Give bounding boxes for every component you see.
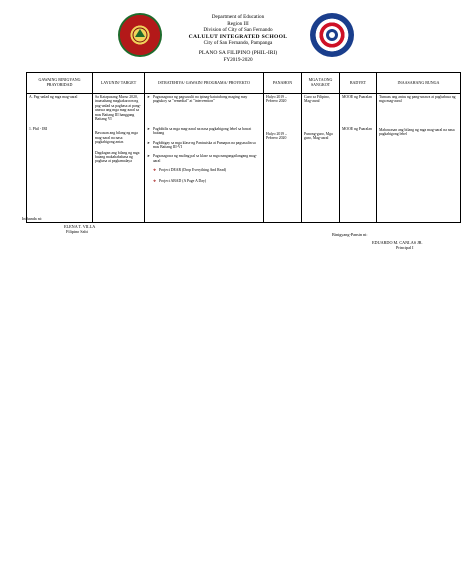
project-icon: ❖ <box>153 178 157 183</box>
priority-item-a: A. Pag-unlad ng mga mag-aaral <box>29 95 78 99</box>
plan-table <box>26 72 461 223</box>
preparer-title: Filipino Sabi <box>66 229 88 234</box>
priority-item-1: 1. Phil - IRI <box>29 127 48 132</box>
expected-result-cell <box>377 94 461 223</box>
noted-name: EDUARDO M. CANLAS JR. <box>372 240 423 245</box>
bullet-icon: ➤ <box>147 126 150 131</box>
project-text: Project DEAR (Drop Everything And Read) <box>159 168 227 173</box>
column-header: MGA TAONG SANGKOT <box>302 73 340 94</box>
strategy-text: Pagsasagawa ng pagsusulit na ipinag-katutubong maging may pagtukoy sa "remedial" at "intervention" <box>153 95 248 104</box>
division-line: Division of City of San Fernando <box>203 27 273 34</box>
plan-title: PLANO SA FILIPINO (PHIL-IRI) <box>198 49 278 56</box>
project-text: Project ABAD (A Page A Day) <box>159 178 207 183</box>
document-header <box>150 14 326 63</box>
preparer-name: ELENA T. VILLA <box>64 224 96 229</box>
noted-title: Principal I <box>396 245 414 250</box>
table-row <box>27 94 461 223</box>
target-text: Sa Katapusang Marso 2020, inaasahang magkakaroon ng pag-unlad sa pagbasa at pang-unawa ang mga mag-aaral sa mas Baitang III hanggang Baitang VI <box>95 95 141 122</box>
budget-cell <box>340 94 377 223</box>
strategy-text: Pagbibilis sa mga mag-aaral na nasa pagkabigong lebel sa bawat baitang <box>153 126 252 136</box>
column-header: ISTRATEHIYA/ GAWAIN/ PROGRAMA/ PROYEKTO <box>145 73 264 94</box>
prepared-by-label: Inihanda ni: <box>22 216 43 221</box>
deped-seal-icon <box>310 13 354 57</box>
period-text: Hulyo 2019 – Pebrero 2020 <box>266 95 287 104</box>
project-icon: ❖ <box>153 168 157 173</box>
column-header: BADYET <box>340 73 377 94</box>
target-text: Bawasan ang bilang ng mga mag-aaral na nasa pagkabigong antas <box>95 131 138 145</box>
persons-text: Guro sa Filipino, Mag-aaral <box>304 95 330 104</box>
persons-text: Punong-guro, Mga guro, Mag-aaral <box>304 131 333 141</box>
target-cell <box>93 94 145 223</box>
period-text: Hulyo 2019 – Pebrero 2020 <box>266 131 287 141</box>
preparer-block <box>64 224 95 234</box>
noted-by-label: Binigyang-Pansin ni: <box>332 232 368 237</box>
budget-text: MOOE ng Paaralan <box>342 127 372 132</box>
strategy-text: Pagbibigay sa mga klase ng Pantasiska at Pamapas na pagsasalin sa mas Baitang III-VI <box>153 140 256 150</box>
column-header: PANAHON <box>264 73 302 94</box>
region-line: Region III <box>227 20 249 27</box>
persons-cell <box>302 94 340 223</box>
column-header: GAWAING BINIGYANG PRAYORIDAD <box>27 73 93 94</box>
city-line: City of San Fernando, Pampanga <box>203 40 273 47</box>
result-text: Mabawasan ang bilang ng mga mag-aaral na nasa pagkabigong lebel <box>379 127 455 137</box>
table-header-row <box>27 73 461 94</box>
bullet-icon: ➤ <box>147 140 150 145</box>
budget-text: MOOE ng Paaralan <box>342 95 372 99</box>
priority-cell <box>27 94 93 223</box>
result-text: Tumaas ang antas ng pang-unawa at pagbabasa ng mga mag-aaral <box>379 95 456 104</box>
bullet-icon: ➤ <box>147 154 150 159</box>
bullet-icon: ➤ <box>147 95 150 99</box>
strategy-text: Pagsasagawa ng muling pal sa klase sa mga nangangailangang mag-aaral <box>153 154 257 163</box>
target-text: Dagdagan ang bilang ng mga batang makabababasa ng pagbasa at pagkamalaya <box>95 150 140 164</box>
noted-block <box>372 240 423 250</box>
school-year: FY2019-2020 <box>223 56 253 63</box>
school-name: CALULUT INTEGRATED SCHOOL <box>188 33 288 40</box>
period-cell <box>264 94 302 223</box>
column-header: INAASAHANG BUNGA <box>377 73 461 94</box>
column-header: LAYUNIN/ TARGET <box>93 73 145 94</box>
department-line: Department of Education <box>211 14 265 20</box>
strategy-cell <box>145 94 264 223</box>
